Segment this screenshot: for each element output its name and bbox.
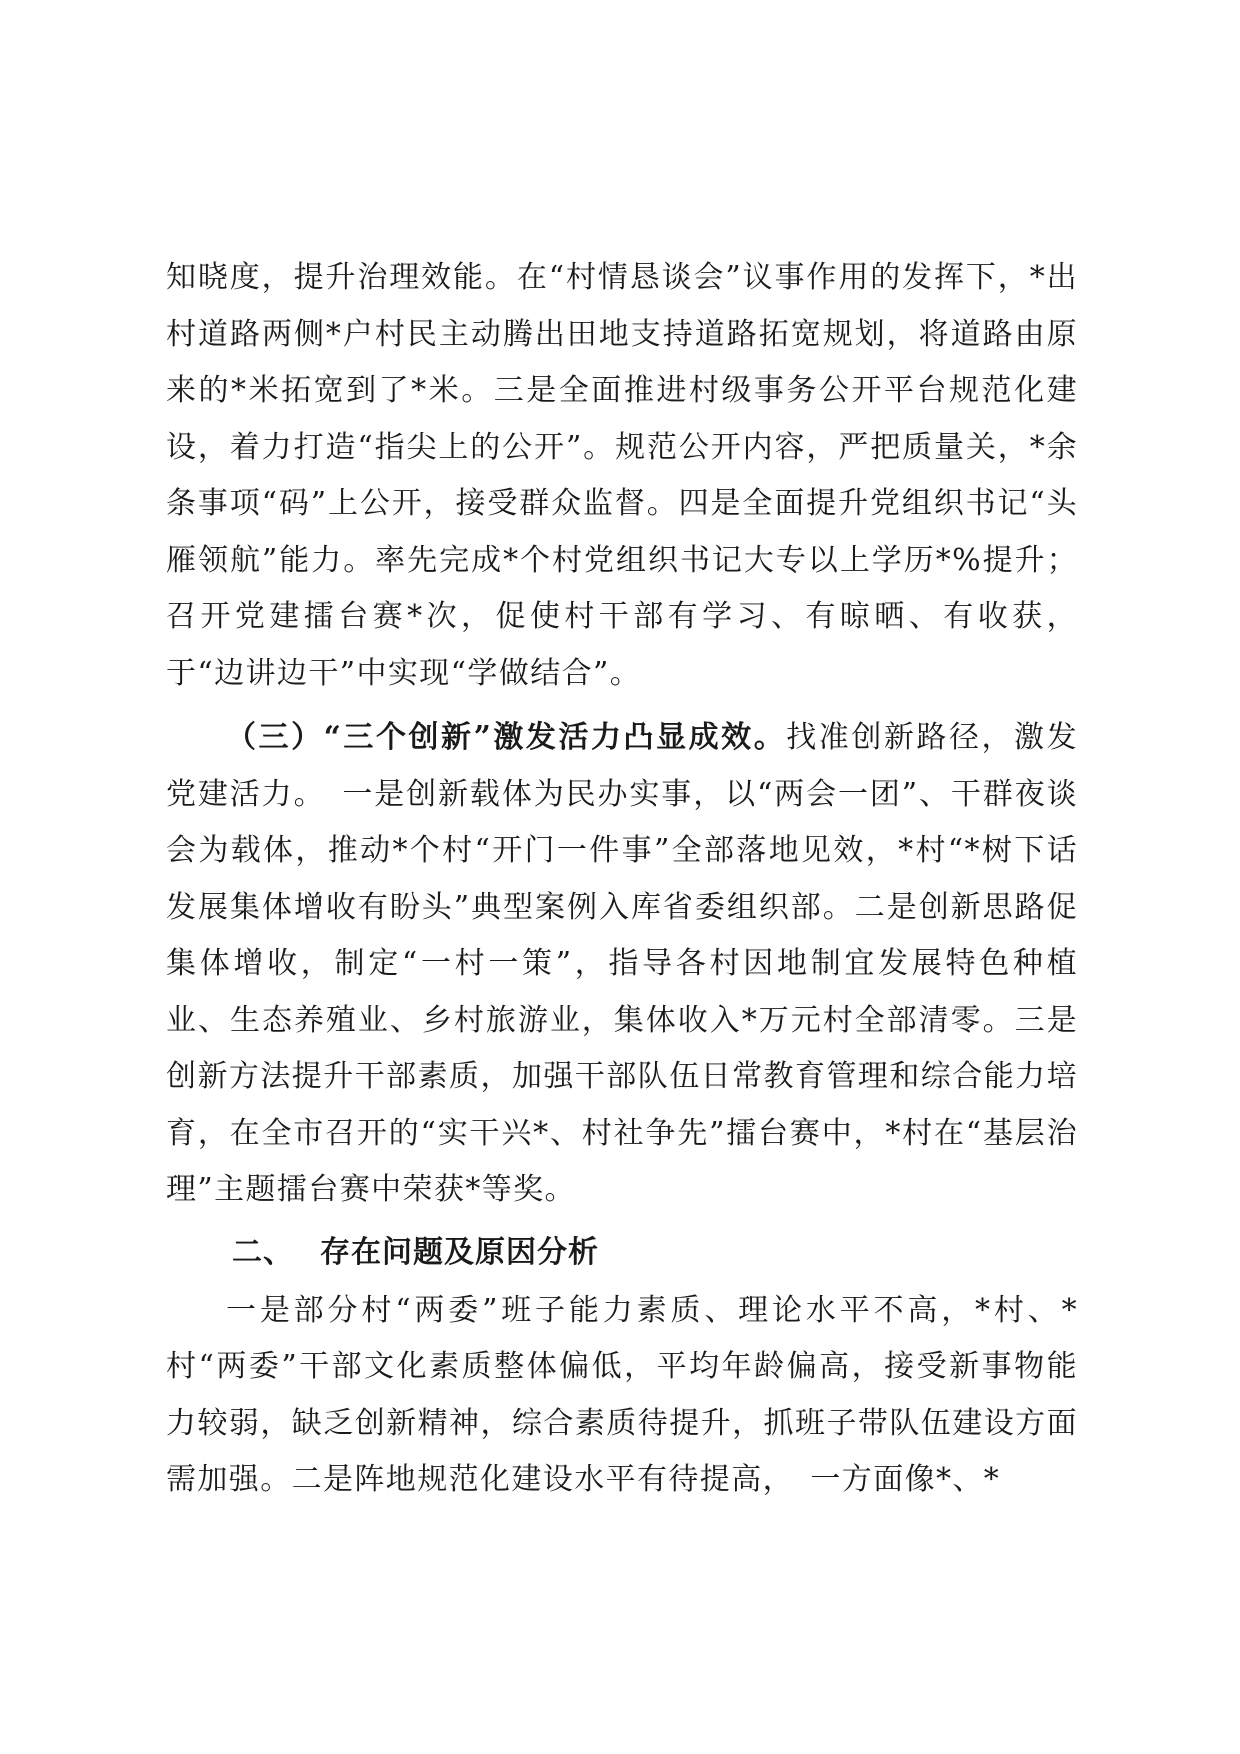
section-heading-problems [166, 1225, 1078, 1281]
paragraph-three-innovations-text: 找准创新路径，激发党建活力。 一是创新载体为民办实事，以“两会一团”、干群夜谈会为载体，推动*个村“开门一件事”全部落地见效，*村“*树下话发展集体增收有盼头”典型案例入库省委组织部。二是创新思路促集体增收，制定“一村一策”，指导各村因地制宜发展特色种植业、生态养殖业、乡村旅游业，集体收入*万元村全部清零。三是创新方法提升干部素质，加强干部队伍日常教育管理和综合能力培育，在全市召开的“实干兴*、村社争先”擂台赛中，*村在“基层治理”主题擂台赛中荣获*等奖。 [166, 720, 1078, 1207]
section-title: 存在问题及原因分析 [320, 1234, 599, 1270]
paragraph-three-innovations [166, 710, 1078, 1219]
paragraph-problems: 一是部分村“两委”班子能力素质、理论水平不高，*村、*村“两委”干部文化素质整体偏低，平均年龄偏高，接受新事物能力较弱，缺乏创新精神，综合素质待提升，抓班子带队伍建设方面需加强。二是阵地规范化建设水平有待提高， 一方面像*、* [166, 1292, 1078, 1497]
paragraph-governance-continued: 知晓度，提升治理效能。在“村情恳谈会”议事作用的发挥下，*出村道路两侧*户村民主动腾出田地支持道路拓宽规划，将道路由原来的*米拓宽到了*米。三是全面推进村级事务公开平台规范化建设，着力打造“指尖上的公开”。规范公开内容，严把质量关，*余条事项“码”上公开，接受群众监督。四是全面提升党组织书记“头雁领航”能力。率先完成*个村党组织书记大专以上学历*%提升；召开党建擂台赛*次，促使村干部有学习、有晾晒、有收获，于“边讲边干”中实现“学做结合”。 [166, 260, 1078, 691]
document-body [166, 250, 1078, 1509]
section-number: 二、 [232, 1234, 294, 1270]
subsection-heading-three-innovations: （三）“三个创新”激发活力凸显成效。 [226, 720, 787, 755]
